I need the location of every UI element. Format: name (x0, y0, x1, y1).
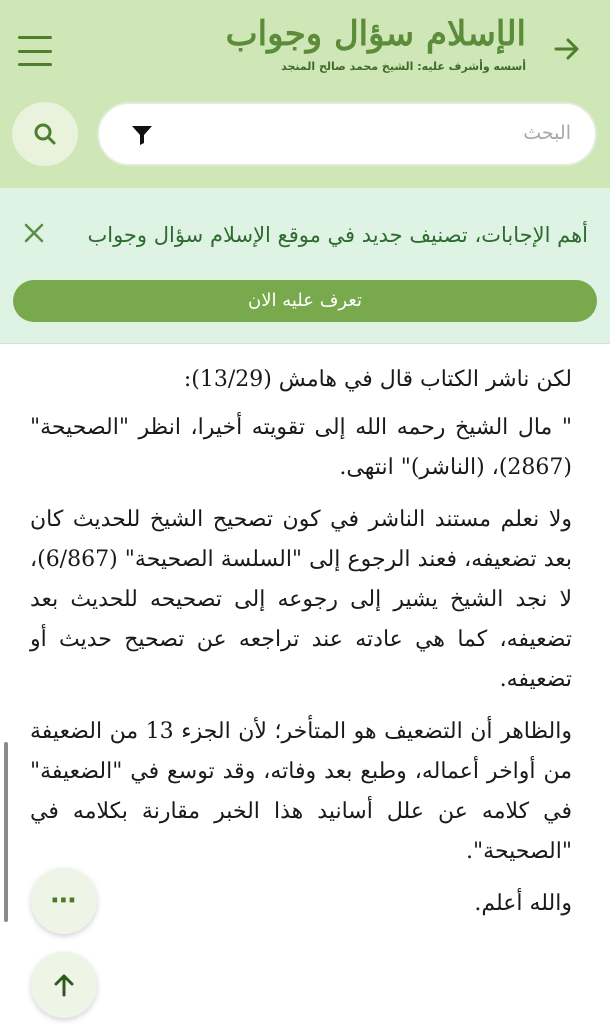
article-paragraph: ولا نعلم مستند الناشر في كون تصحيح الشيخ للحديث كان بعد تضعيفه، فعند الرجوع إلى "السلسة الصحيحة" (6/867)، لا نجد الشيخ يشير إلى رجوعه إلى تصحيحه للحديث بعد تضعيفه، كما هي عادته عند تراجعه عن تصحيح حديث أو تضعيفه. (30, 507, 572, 692)
search-placeholder: البحث (523, 122, 571, 144)
arrow-up-icon (50, 971, 78, 999)
learn-more-button[interactable]: تعرف عليه الان (13, 280, 597, 322)
article-paragraph: والله أعلم. (474, 891, 572, 916)
menu-line (18, 50, 52, 53)
close-svg (22, 221, 46, 245)
menu-line (18, 63, 52, 66)
search-input[interactable] (97, 102, 597, 166)
hamburger-menu-icon[interactable] (18, 36, 52, 66)
search-icon (32, 121, 58, 147)
search-button[interactable] (12, 102, 78, 166)
more-dots-icon: ⋯ (50, 886, 78, 916)
banner-text: أهم الإجابات، تصنيف جديد في موقع الإسلام سؤال وجواب (87, 223, 588, 247)
menu-line (18, 36, 52, 39)
arrow-right-icon[interactable] (552, 34, 582, 72)
logo-title: الإسلام سؤال وجواب (225, 14, 526, 54)
site-logo[interactable] (225, 10, 526, 73)
back-arrow-svg (552, 34, 582, 64)
close-icon[interactable] (22, 218, 46, 254)
article-paragraph: " مال الشيخ رحمه الله إلى تقويته أخيرا، انظر "الصحيحة" (2867)، (الناشر)" انتهى. (30, 415, 572, 480)
more-options-button[interactable] (31, 868, 97, 934)
filter-icon[interactable] (131, 124, 153, 150)
scroll-to-top-button[interactable] (31, 952, 97, 1018)
article-paragraph: والظاهر أن التضعيف هو المتأخر؛ لأن الجزء 13 من الضعيفة من أواخر أعماله، وطبع بعد وفاته، وقد توسع في "الضعيفة" في كلامه عن علل أسانيد هذا الخبر مقارنة بكلامه في "الصحيحة". (30, 719, 572, 864)
article-body (30, 360, 572, 936)
app-header (0, 0, 610, 188)
article-paragraph: لكن ناشر الكتاب قال في هامش (13/29): (183, 367, 572, 392)
logo-subtitle: أسسه وأشرف عليه: الشيخ محمد صالح المنجد (281, 60, 526, 73)
scrollbar[interactable] (4, 742, 8, 922)
filter-svg (131, 124, 153, 146)
announcement-banner (0, 188, 610, 344)
